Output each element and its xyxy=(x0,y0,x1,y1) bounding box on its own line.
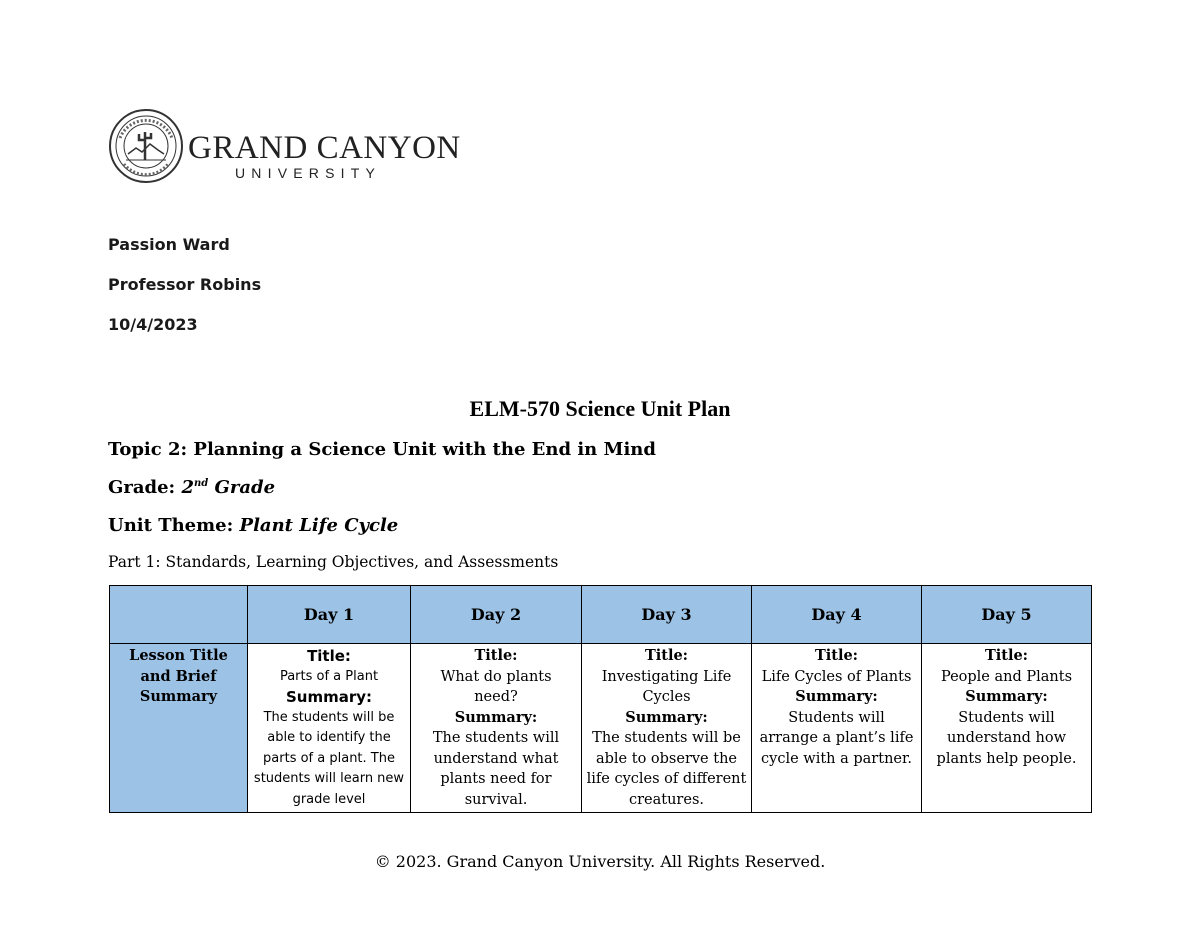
summary-label: Summary: xyxy=(965,688,1048,705)
day-4-summary: Students will arrange a plant’s life cycle with a partner. xyxy=(759,709,914,767)
theme-label: Unit Theme: xyxy=(108,515,240,536)
day-1-summary: The students will be able to identify the parts of a plant. The students will learn new grade level xyxy=(253,709,405,807)
summary-label: Summary: xyxy=(625,708,708,726)
title-label: Title: xyxy=(307,647,351,665)
theme-value: Plant Life Cycle xyxy=(239,515,399,536)
university-logo xyxy=(108,108,461,186)
grade-number: 2 xyxy=(181,477,194,498)
day-2-summary: The students will understand what plants need for survival. xyxy=(432,730,560,808)
grade-suffix: nd xyxy=(194,478,209,489)
table-header-row xyxy=(110,586,1092,644)
row-header-label: Lesson Title and Brief Summary xyxy=(129,647,228,705)
header-day-4: Day 4 xyxy=(752,586,922,644)
logo-wordmark: GRAND CANYON xyxy=(188,130,461,166)
day-2-cell xyxy=(411,644,582,813)
day-1-cell xyxy=(248,644,411,813)
title-label: Title: xyxy=(474,647,518,664)
logo-subtext: UNIVERSITY xyxy=(235,165,382,181)
student-name: Passion Ward xyxy=(108,235,230,254)
table-row xyxy=(110,644,1092,813)
theme-line xyxy=(108,515,398,536)
header-day-2: Day 2 xyxy=(411,586,582,644)
day-3-title: Investigating Life Cycles xyxy=(601,668,732,705)
day-3-summary: The students will be able to observe the life cycles of different creatures. xyxy=(586,730,747,808)
part-heading: Part 1: Standards, Learning Objectives, and Assessments xyxy=(108,553,559,571)
day-5-cell xyxy=(922,644,1092,813)
header-day-1: Day 1 xyxy=(248,586,411,644)
row-header-lesson xyxy=(110,644,248,813)
header-day-3: Day 3 xyxy=(582,586,752,644)
day-3-cell xyxy=(582,644,752,813)
topic-heading: Topic 2: Planning a Science Unit with the End in Mind xyxy=(108,439,656,460)
university-seal-icon xyxy=(108,108,186,186)
title-label: Title: xyxy=(814,647,859,664)
header-cell-empty xyxy=(110,586,248,644)
day-5-summary: Students will understand how plants help people. xyxy=(936,709,1077,767)
header-day-5: Day 5 xyxy=(922,586,1092,644)
copyright-footer: © 2023. Grand Canyon University. All Rights Reserved. xyxy=(374,852,826,871)
document-date: 10/4/2023 xyxy=(108,315,198,334)
summary-label: Summary: xyxy=(285,688,373,706)
grade-word: Grade xyxy=(208,477,276,498)
title-label: Title: xyxy=(984,647,1029,664)
professor-name: Professor Robins xyxy=(108,275,262,294)
day-4-cell xyxy=(752,644,922,813)
summary-label: Summary: xyxy=(795,688,878,705)
summary-label: Summary: xyxy=(454,708,538,726)
day-4-title: Life Cycles of Plants xyxy=(761,668,912,685)
document-title: ELM-570 Science Unit Plan xyxy=(469,396,731,421)
day-1-title: Parts of a Plant xyxy=(279,668,379,684)
day-5-title: People and Plants xyxy=(940,668,1073,685)
title-label: Title: xyxy=(644,647,689,664)
grade-label: Grade: xyxy=(108,477,182,498)
grade-line xyxy=(108,477,275,498)
unit-plan-table xyxy=(109,585,1092,813)
day-2-title: What do plants need? xyxy=(440,668,552,705)
